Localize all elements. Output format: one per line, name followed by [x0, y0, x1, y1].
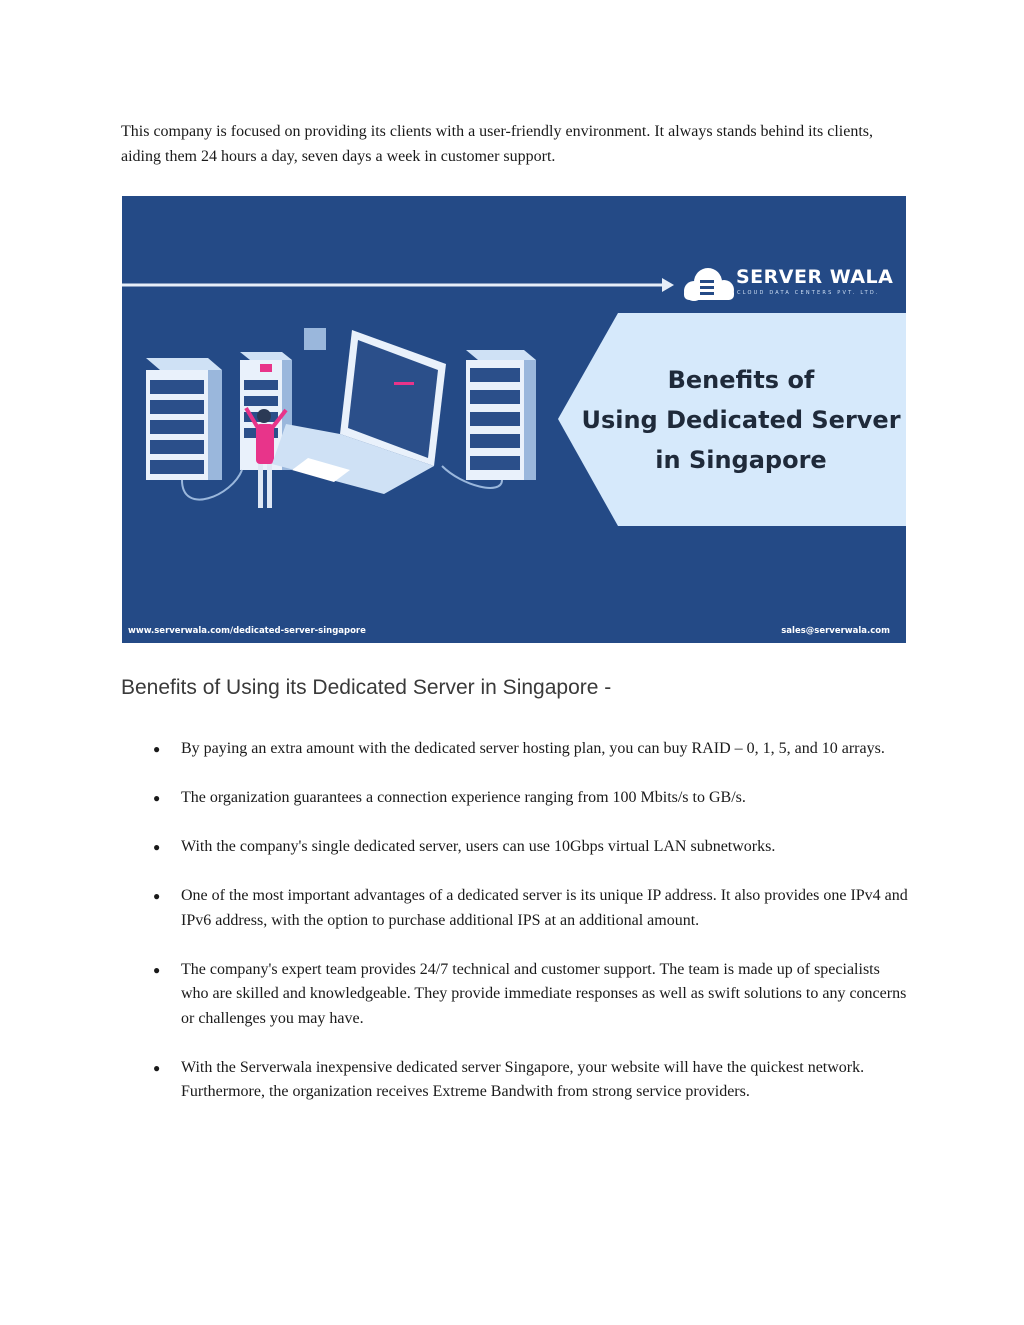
brand-tagline: CLOUD DATA CENTERS PVT. LTD.	[737, 290, 880, 296]
banner-image	[122, 196, 906, 643]
list-item	[121, 835, 911, 860]
cloud-logo-icon	[684, 268, 734, 301]
bullet-icon: ●	[153, 889, 161, 903]
brand-name: SERVER WALA	[736, 266, 894, 288]
list-item-text: With the Serverwala inexpensive dedicated server Singapore, your website will have the quickest network. Furthermore, the organization receives Extreme Bandwith from strong service providers.	[181, 1058, 865, 1100]
list-item	[121, 737, 911, 762]
cube-icon	[304, 328, 326, 350]
list-item	[121, 884, 911, 933]
list-item	[121, 958, 911, 1032]
server-rack-right-icon	[466, 350, 536, 480]
list-item-text: By paying an extra amount with the dedicated server hosting plan, you can buy RAID – 0, 1, 5, and 10 arrays.	[181, 740, 885, 757]
banner-email: sales@serverwala.com	[781, 626, 890, 636]
section-heading: Benefits of Using its Dedicated Server in Singapore -	[121, 676, 612, 699]
intro-paragraph: This company is focused on providing its clients with a user-friendly environment. It always stands behind its clients, aiding them 24 hours a day, seven days a week in customer support.	[121, 123, 873, 165]
list-item	[121, 1056, 911, 1105]
list-item	[121, 786, 911, 811]
benefits-list	[121, 737, 911, 1129]
list-item-text: The company's expert team provides 24/7 technical and customer support. The team is made up of specialists who are skilled and knowledgeable. They provide immediate responses as well as swift solutions to any concerns or challenges you may have.	[181, 960, 907, 1027]
list-item-text: One of the most important advantages of a dedicated server is its unique IP address. It also provides one IPv4 and IPv6 address, with the option to purchase additional IPS at an additional amount.	[181, 887, 908, 929]
bullet-icon: ●	[153, 1060, 161, 1075]
server-rack-left-icon	[146, 358, 222, 480]
banner-headline	[576, 360, 906, 480]
bullet-icon: ●	[153, 742, 161, 756]
headline-line: Using Dedicated Server	[581, 406, 901, 434]
bullet-icon: ●	[153, 791, 161, 805]
bullet-icon: ●	[153, 840, 161, 854]
bullet-icon: ●	[153, 962, 161, 977]
banner-url: www.serverwala.com/dedicated-server-singapore	[128, 626, 366, 636]
laptop-icon	[272, 330, 446, 494]
headline-line: Benefits of	[667, 366, 815, 394]
list-item-text: The organization guarantees a connection experience ranging from 100 Mbits/s to GB/s.	[181, 789, 746, 806]
headline-line: in Singapore	[655, 446, 827, 474]
list-item-text: With the company's single dedicated server, users can use 10Gbps virtual LAN subnetworks.	[181, 838, 776, 855]
